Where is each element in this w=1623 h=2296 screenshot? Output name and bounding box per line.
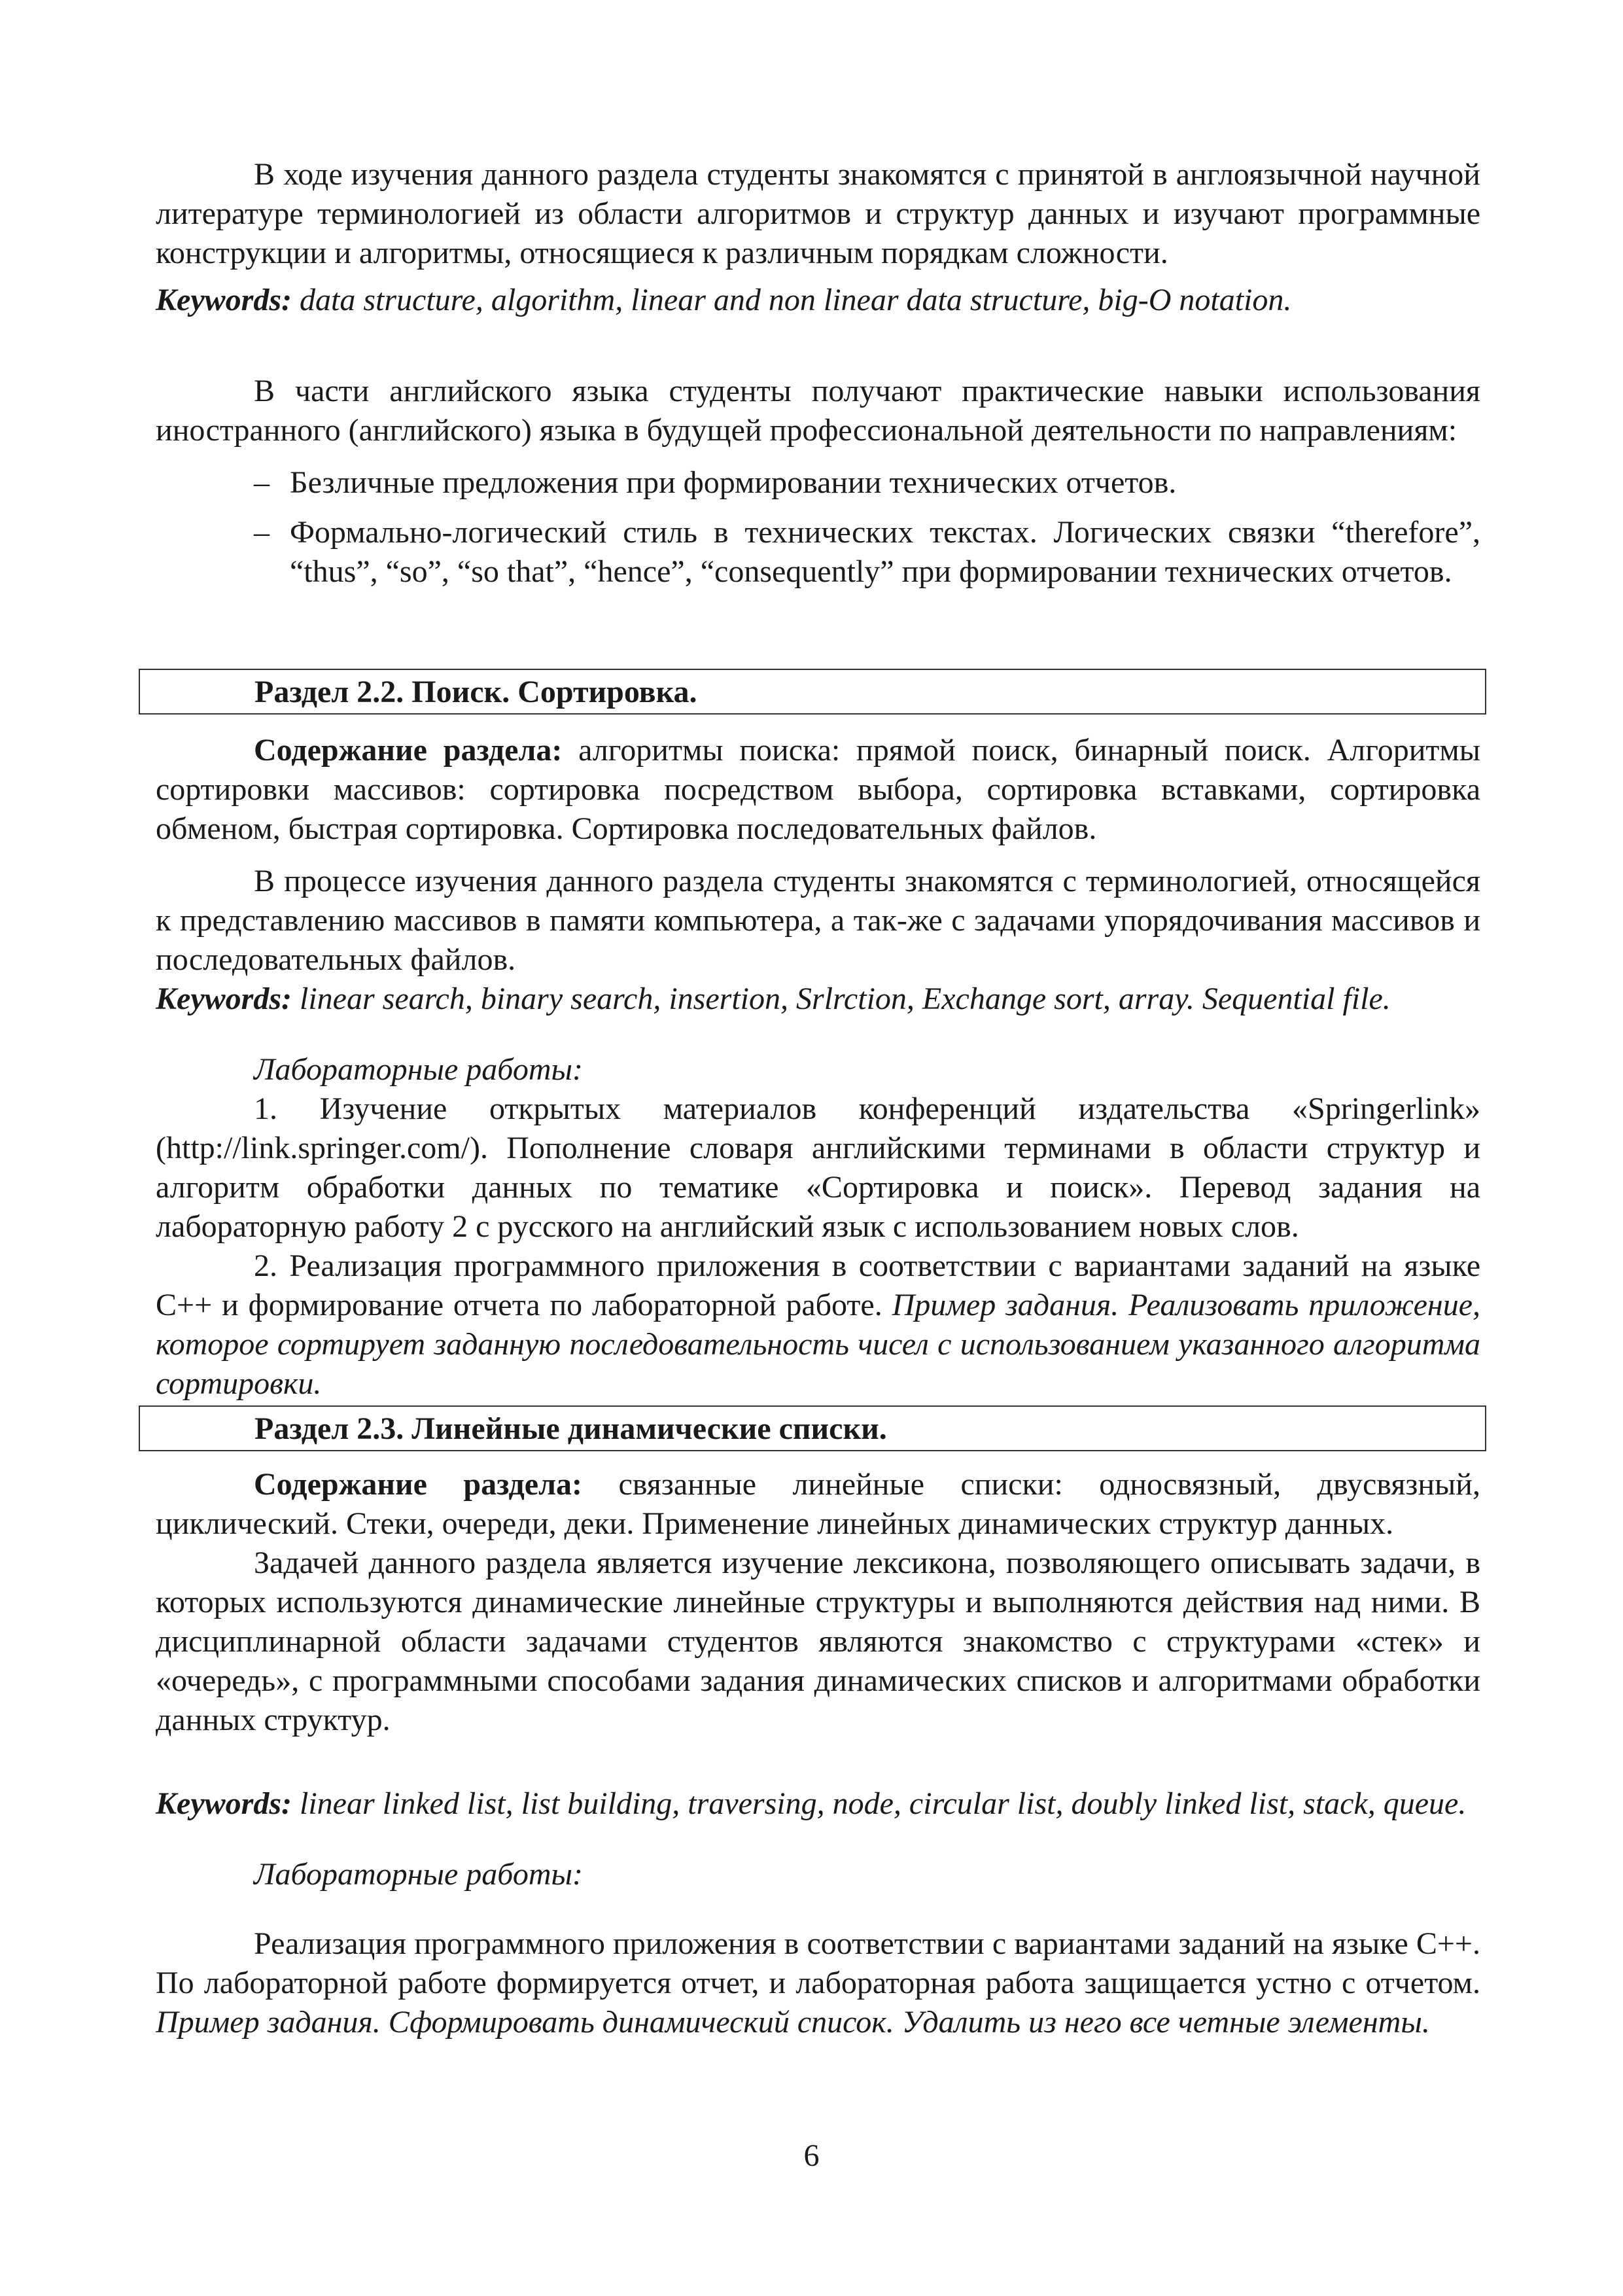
section-2-2-content [156,731,1480,1404]
english-part-paragraph: В части английского языка студенты получают практические навыки использования иностранного (английского) языка в будущей профессиональной деятельности по направлениям: [156,374,1480,448]
content-label: Содержание раздела: [254,1467,583,1502]
section-2-2-study: В процессе изучения данного раздела студенты знакомятся с терминологией, относящейся к представлению массивов в памяти компьютера, а так-же с задачами упорядочивания массивов и последовательных файлов. [156,864,1480,977]
intro-keywords: data structure, algorithm, linear and non linear data structure, big-O notation. [299,283,1292,317]
section-2-3-lab-text: Реализация программного приложения в соответствии с вариантами заданий на языке C++. По лабораторной работе формируется отчет, и лабораторная работа защищается устно с отчетом. [156,1926,1480,2000]
section-2-2-summary [156,731,1480,849]
section-2-2-labs-heading: Лабораторные работы: [254,1052,583,1087]
section-2-3-keywords-line [156,1784,1480,1824]
section-2-3-content [156,1465,1480,2042]
intro-paragraph: В ходе изучения данного раздела студенты знакомятся с принятой в англоязычной научной литературе терминологией из области алгоритмов и структур данных и изучают программные конструкции и алгоритмы, относящиеся к различным порядкам сложности. [156,157,1480,270]
content-label: Содержание раздела: [254,733,563,768]
list-item [156,463,1480,503]
intro-block [156,155,1480,320]
section-2-2-lab-2-example: Пример задания. Реализовать приложение, которое сортирует заданную последовательность чисел с использованием указанного алгоритма сортировки. [156,1288,1480,1401]
section-2-3-task: Задачей данного раздела является изучение лексикона, позволяющего описывать задачи, в которых используются динамические линейные структуры и выполняются действия над ними. В дисциплинарной области задачами студентов являются знакомство с структурами «стек» и «очередь», с программными способами задания динамических списков и алгоритмами обработки данных структур. [156,1545,1480,1737]
section-2-3-lab [156,1924,1480,2042]
section-2-2-lab-2-text: 2. Реализация программного приложения в соответствии с вариантами заданий на языке C++ и формирование отчета по лабораторной работе. [156,1248,1480,1322]
keywords-label: Keywords: [156,1786,292,1821]
section-2-2-keywords: linear search, binary search, insertion, Srlrction, Exchange sort, array. Sequential file. [299,981,1391,1016]
section-2-2-summary-text: алгоритмы поиска: прямой поиск, бинарный поиск. Алгоритмы сортировки массивов: сортировка посредством выбора, сортировка вставками, сортировка обменом, быстрая сортировка. Сортировка последовательных файлов. [156,733,1480,846]
dash-marker: – [254,515,270,550]
section-2-3-labs-heading: Лабораторные работы: [254,1857,583,1892]
dash-marker: – [254,465,270,500]
section-2-2-keywords-line [156,980,1480,1019]
keywords-label: Keywords: [156,981,292,1016]
section-2-3-title: Раздел 2.3. Линейные динамические списки. [254,1411,887,1446]
section-2-3-summary-text: связанные линейные списки: односвязный, двусвязный, циклический. Стеки, очереди, деки. Применение линейных динамических структур данных. [156,1467,1480,1541]
english-part-block [156,372,1480,602]
section-2-2-title: Раздел 2.2. Поиск. Сортировка. [254,675,697,709]
english-part-list [156,463,1480,592]
keywords-label: Keywords: [156,283,292,317]
section-2-2-header [139,669,1486,715]
list-item-text: Безличные предложения при формировании технических отчетов. [290,465,1177,500]
section-2-3-lab-example: Пример задания. Сформировать динамический список. Удалить из него все четные элементы. [156,2005,1430,2040]
page-number: 6 [803,2138,820,2173]
intro-keywords-line [156,281,1480,320]
section-2-2-lab-1: 1. Изучение открытых материалов конференций издательства «Springerlink» (http://link.springer.com/). Пополнение словаря английскими терминами в области структур и алгоритм обработки данных по тематике «Сортировка и поиск». Перевод задания на лабораторную работу 2 с русского на английский язык с использованием новых слов. [156,1091,1480,1244]
section-2-3-header [139,1405,1486,1451]
section-2-3-summary [156,1465,1480,1544]
section-2-2-lab-2 [156,1246,1480,1404]
list-item [156,513,1480,592]
list-item-text: Формально-логический стиль в технических текстах. Логических связки “therefore”, “thus”, “so”, “so that”, “hence”, “consequently” при формировании технических отчетов. [290,515,1480,589]
section-2-3-keywords: linear linked list, list building, traversing, node, circular list, doubly linked list, stack, queue. [299,1786,1467,1821]
